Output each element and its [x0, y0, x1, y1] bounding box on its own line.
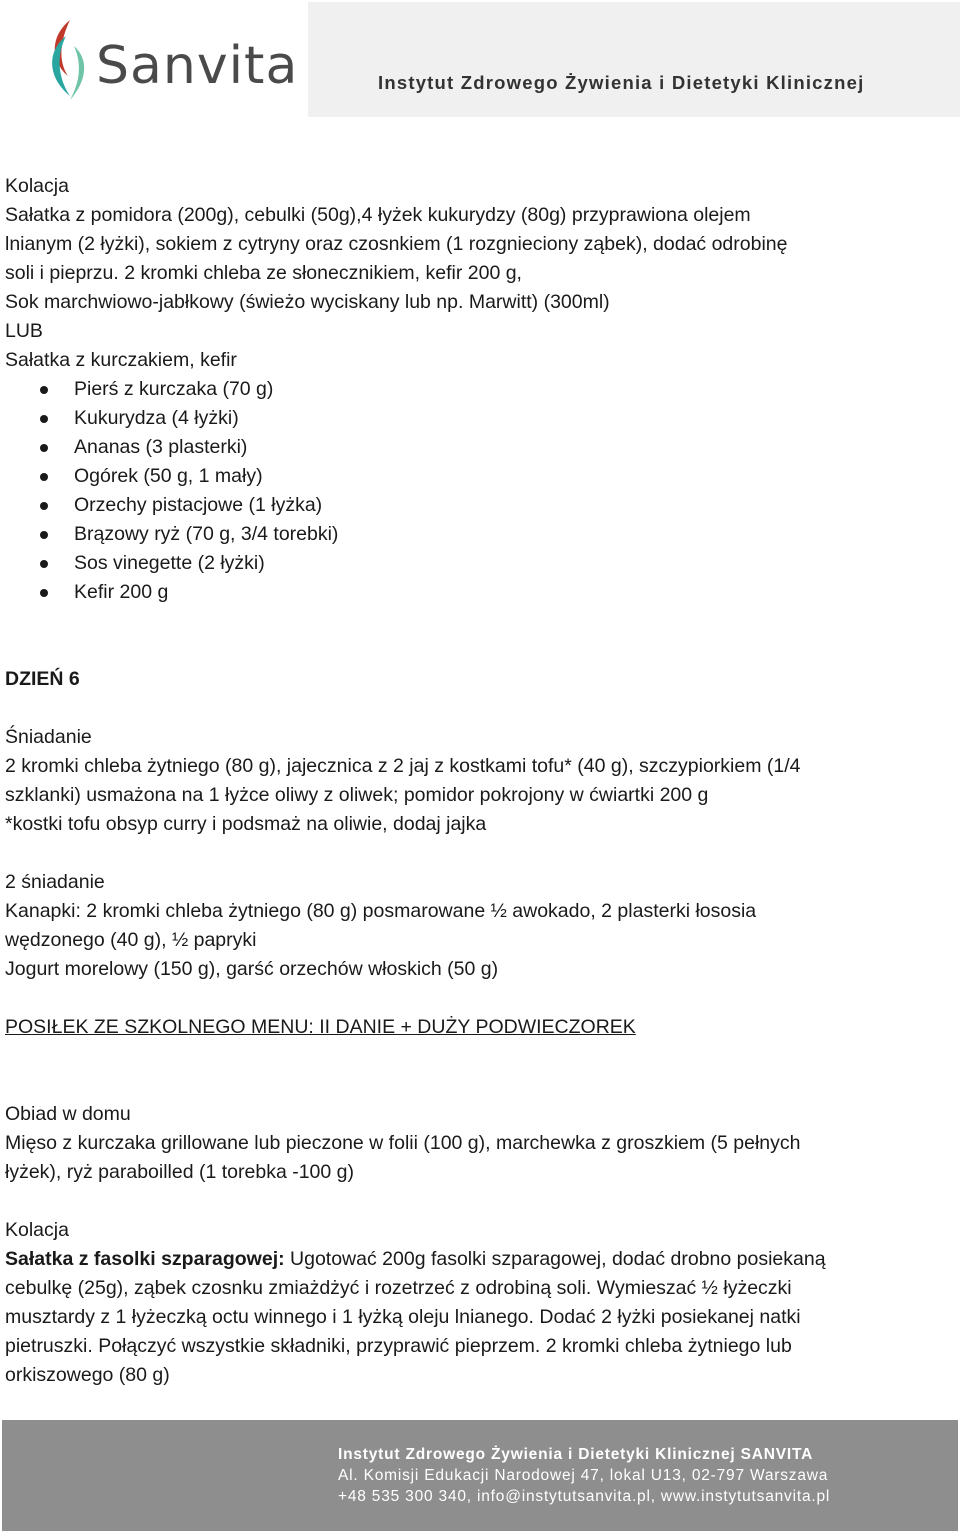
list-item	[5, 404, 950, 433]
spacer	[5, 839, 950, 868]
bullet-icon	[40, 386, 48, 394]
brand-name: Sanvita	[96, 36, 299, 96]
list-item	[5, 520, 950, 549]
list-item	[5, 433, 950, 462]
bullet-icon	[40, 560, 48, 568]
footer-text	[338, 1444, 830, 1507]
bullet-icon	[40, 531, 48, 539]
list-item	[5, 375, 950, 404]
section-title-2-sniadanie: 2 śniadanie	[5, 871, 105, 893]
paragraph-line: 2 kromki chleba żytniego (80 g), jajecznica z 2 jaj z kostkami tofu* (40 g), szczypiorkiem (1/4	[5, 755, 801, 777]
ingredient-list	[5, 375, 950, 607]
list-item-text: Kukurydza (4 łyżki)	[74, 407, 239, 429]
paragraph-line: łyżek), ryż paraboilled (1 torebka -100 g)	[5, 1161, 354, 1183]
bullet-icon	[40, 502, 48, 510]
section-title-kolacja: Kolacja	[5, 175, 69, 197]
section-title-kolacja: Kolacja	[5, 1219, 69, 1241]
recipe-name: Sałatka z fasolki szparagowej:	[5, 1248, 285, 1270]
day-title: DZIEŃ 6	[5, 668, 80, 690]
list-item	[5, 462, 950, 491]
paragraph-line: szklanki) usmażona na 1 łyżce oliwy z oliwek; pomidor pokrojony w ćwiartki 200 g	[5, 784, 709, 806]
page-header	[0, 0, 960, 120]
paragraph-line: *kostki tofu obsyp curry i podsmaż na oliwie, dodaj jajka	[5, 813, 487, 835]
paragraph-line: musztardy z 1 łyżeczką octu winnego i 1 łyżką oleju lnianego. Dodać 2 łyżki posiekanej natki	[5, 1306, 801, 1328]
spacer	[5, 607, 950, 665]
list-item-text: Ananas (3 plasterki)	[74, 436, 248, 458]
paragraph-line: lnianym (2 łyżki), sokiem z cytryny oraz czosnkiem (1 rozgnieciony ząbek), dodać odrobinę	[5, 233, 788, 255]
list-item-text: Kefir 200 g	[74, 581, 169, 603]
paragraph-line: wędzonego (40 g), ½ papryki	[5, 929, 257, 951]
institute-name: Instytut Zdrowego Żywienia i Dietetyki Klinicznej	[378, 72, 865, 93]
paragraph-line: Jogurt morelowy (150 g), garść orzechów włoskich (50 g)	[5, 958, 499, 980]
logo	[0, 0, 300, 115]
or-label: LUB	[5, 320, 43, 342]
school-menu-note: POSIŁEK ZE SZKOLNEGO MENU: II DANIE + DUŻY PODWIECZOREK	[5, 1016, 636, 1038]
document-body	[5, 172, 950, 1390]
spacer	[5, 1187, 950, 1216]
paragraph-line: Sok marchwiowo-jabłkowy (świeżo wyciskany lub np. Marwitt) (300ml)	[5, 291, 610, 313]
list-item	[5, 578, 950, 607]
header-band	[308, 2, 960, 117]
spacer	[5, 694, 950, 723]
list-item-text: Orzechy pistacjowe (1 łyżka)	[74, 494, 323, 516]
section-title-sniadanie: Śniadanie	[5, 726, 92, 748]
paragraph-line: Sałatka z pomidora (200g), cebulki (50g),4 łyżek kukurydzy (80g) przyprawiona olejem	[5, 204, 751, 226]
spacer	[5, 1042, 950, 1100]
paragraph-line: pietruszki. Połączyć wszystkie składniki, przyprawić pieprzem. 2 kromki chleba żytniego lub	[5, 1335, 792, 1357]
bullet-icon	[40, 473, 48, 481]
paragraph-line	[5, 1245, 950, 1274]
list-item-text: Brązowy ryż (70 g, 3/4 torebki)	[74, 523, 339, 545]
list-item	[5, 549, 950, 578]
paragraph-line: soli i pieprzu. 2 kromki chleba ze słonecznikiem, kefir 200 g,	[5, 262, 522, 284]
bullet-icon	[40, 444, 48, 452]
recipe-text: Ugotować 200g fasolki szparagowej, dodać drobno posiekaną	[284, 1248, 826, 1270]
bullet-icon	[40, 415, 48, 423]
page-footer	[2, 1420, 958, 1531]
spacer	[5, 984, 950, 1013]
footer-institute: Instytut Zdrowego Żywienia i Dietetyki Klinicznej SANVITA	[338, 1446, 814, 1463]
footer-address: Al. Komisji Edukacji Narodowej 47, lokal U13, 02-797 Warszawa	[338, 1467, 829, 1484]
paragraph-line: Kanapki: 2 kromki chleba żytniego (80 g) posmarowane ½ awokado, 2 plasterki łososia	[5, 900, 757, 922]
section-title-obiad: Obiad w domu	[5, 1103, 131, 1125]
list-item-text: Pierś z kurczaka (70 g)	[74, 378, 274, 400]
list-item	[5, 491, 950, 520]
paragraph-line: orkiszowego (80 g)	[5, 1364, 170, 1386]
paragraph-line: Mięso z kurczaka grillowane lub pieczone w folii (100 g), marchewka z groszkiem (5 pełnych	[5, 1132, 801, 1154]
list-item-text: Sos vinegette (2 łyżki)	[74, 552, 265, 574]
paragraph-line: cebulkę (25g), ząbek czosnku zmiażdżyć i rozetrzeć z odrobiną soli. Wymieszać ½ łyżeczki	[5, 1277, 792, 1299]
list-item-text: Ogórek (50 g, 1 mały)	[74, 465, 263, 487]
footer-contact: +48 535 300 340, info@instytutsanvita.pl, www.instytutsanvita.pl	[338, 1488, 831, 1505]
bullet-icon	[40, 589, 48, 597]
alt-title: Sałatka z kurczakiem, kefir	[5, 349, 237, 371]
sanvita-logo-icon	[40, 16, 100, 106]
